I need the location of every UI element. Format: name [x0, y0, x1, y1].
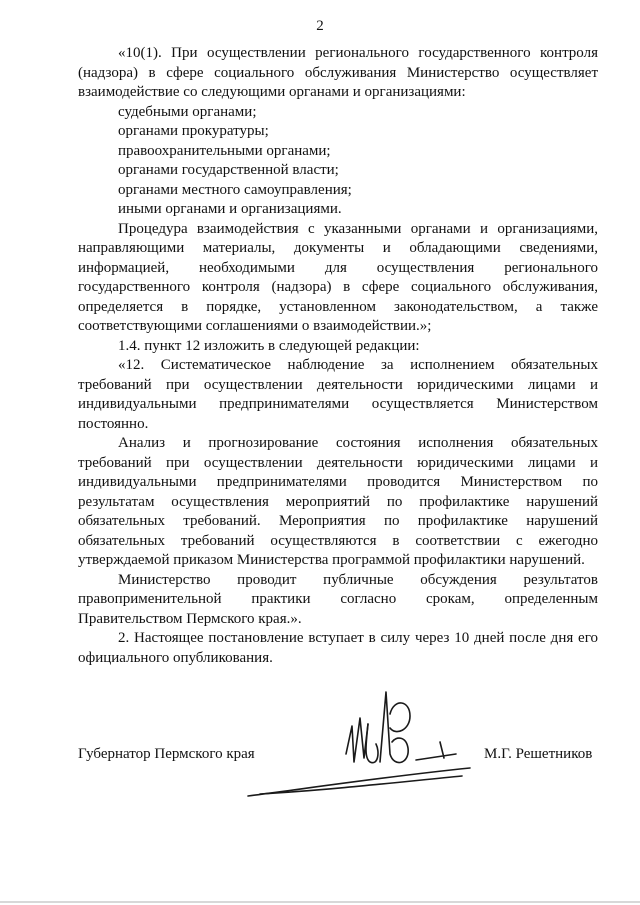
page-bottom-edge — [0, 901, 640, 903]
paragraph-analysis: Анализ и прогнозирование состояния исполнения обязательных требований при осуществлении деятельности юридическими лицами и индивидуальными предпринимателями проводится Министерством по результатам осуществления мероприятий по профилактике нарушений обязательных требований. Мероприятия по профилактике нарушений обязательных требований осуществляются в соответствии с ежегодно утверждаемой приказом Министерства программой профилактики нарушений. — [78, 435, 598, 568]
list-item-local-government: органами местного самоуправления; — [118, 181, 352, 198]
signatory-name: М.Г. Решетников — [484, 746, 593, 762]
list-item-other-bodies: иными органами и организациями. — [118, 201, 342, 217]
list-item-law-enforcement: правоохранительными органами; — [118, 142, 331, 159]
signatory-title: Губернатор Пермского края — [78, 746, 255, 762]
paragraph-procedure: Процедура взаимодействия с указанными органами и организациями, направляющими материалы, документы и обладающими сведениями, информацией, необходимыми для осуществления регионального государственного контроля (надзора) в сфере социального обслуживания, определяется в порядке, установленном законодательством, а также соответствующими соглашениями о взаимодействии.»; — [78, 220, 598, 334]
paragraph-1-4: 1.4. пункт 12 изложить в следующей редакции: — [118, 337, 420, 354]
handwritten-signature — [240, 684, 480, 814]
list-item-state-authority: органами государственной власти; — [118, 162, 339, 178]
list-item-prosecutor: органами прокуратуры; — [118, 123, 269, 139]
document-body — [78, 44, 598, 668]
paragraph-10-1-intro: «10(1). При осуществлении регионального государственного контроля (надзора) в сфере социального обслуживания Министерство осуществляет взаимодействие со следующими органами и организациями: — [78, 45, 598, 100]
page-number: 2 — [316, 18, 324, 34]
paragraph-entry-into-force: 2. Настоящее постановление вступает в силу через 10 дней после дня его официального опубликования. — [78, 630, 598, 666]
list-item-judicial: судебными органами; — [118, 103, 257, 120]
paragraph-public-discussion: Министерство проводит публичные обсуждения результатов правоприменительной практики согласно срокам, определенным Правительством Пермского края.». — [78, 571, 598, 627]
paragraph-12-observation: «12. Систематическое наблюдение за исполнением обязательных требований при осуществлении деятельности юридическими лицами и индивидуальными предпринимателями осуществляется Министерством постоянно. — [78, 357, 598, 432]
